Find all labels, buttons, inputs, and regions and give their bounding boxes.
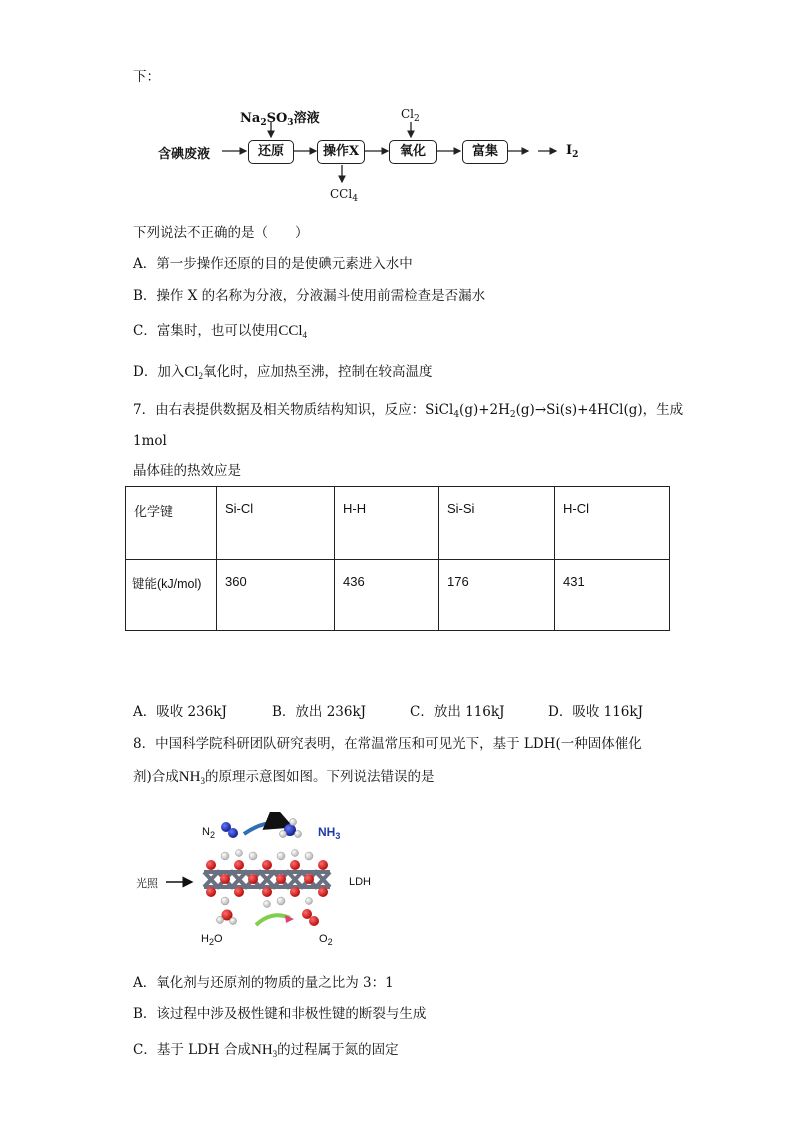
q8-stem-line2-b: 的原理示意图如图。下列说法错误的是: [204, 769, 435, 785]
flow-step-enrich: 富集: [462, 140, 508, 164]
table-cell: H-Cl: [555, 487, 670, 560]
table-cell: 176: [439, 560, 555, 631]
q6-option-d: [133, 363, 433, 381]
bond-energy-table: [125, 486, 670, 631]
q8-option-c-formula: $NH_3$: [250, 1042, 278, 1059]
flow-step-oxidize: 氧化: [389, 140, 437, 164]
table-row: [126, 487, 670, 560]
q8-option-c-text: C．基于 LDH 合成: [133, 1042, 251, 1058]
q6-option-a: A．第一步操作还原的目的是使碘元素进入水中: [133, 256, 413, 272]
fig-label-h2o: $H_2O$: [201, 933, 223, 947]
table-cell: Si-Cl: [217, 487, 335, 560]
table-row: [126, 560, 670, 631]
ldh-figure: [130, 812, 390, 954]
flow-reagent-na2so3: $Na_2SO_3$溶液: [240, 111, 320, 128]
flow-input: 含碘废液: [158, 147, 211, 162]
q7-option-d: D．吸收 116kJ: [548, 704, 643, 720]
flow-reagent-cl2: $Cl_2$: [401, 107, 420, 124]
fig-label-nh3: $NH_3$: [318, 825, 341, 841]
q7-stem-line3: 晶体硅的热效应是: [133, 463, 241, 479]
q6-option-b: B．操作 X 的名称为分液，分液漏斗使用前需检查是否漏水: [133, 288, 486, 304]
q6-stem: 下列说法不正确的是（ ）: [133, 225, 309, 241]
q8-stem-line1: 8．中国科学院科研团队研究表明，在常温常压和可见光下，基于 LDH(一种固体催化: [133, 736, 642, 752]
q8-option-a: A．氧化剂与还原剂的物质的量之比为 3：1: [133, 975, 394, 991]
table-cell: H-H: [335, 487, 439, 560]
q7-stem-line1: 7．由右表提供数据及相关物质结构知识，反应：$SiCl_4(g)+2H_2(g)\to Si(s)+4HCl(g)$，生成: [133, 402, 684, 420]
q6-option-c-text: C．富集时，也可以使用: [133, 323, 279, 339]
table-cell: 键能(kJ/mol): [126, 560, 217, 631]
flow-step-operation-x: 操作X: [317, 140, 365, 164]
q8-option-c: [133, 1041, 399, 1059]
q6-option-d-formula: $Cl_2$: [184, 364, 204, 381]
flow-arrows: [0, 0, 794, 230]
q8-option-c-tail: 的过程属于氮的固定: [277, 1042, 399, 1058]
q6-option-c: [133, 322, 307, 340]
q6-option-c-formula: CCl$_4$: [278, 323, 308, 340]
table-cell: 431: [555, 560, 670, 631]
q7-option-b: B．放出 236kJ: [272, 704, 367, 720]
q7-option-a: A．吸收 236kJ: [133, 704, 227, 720]
q7-stem-line2: 1mol: [133, 433, 167, 449]
q8-option-b: B．该过程中涉及极性键和非极性键的断裂与生成: [133, 1006, 427, 1022]
q8-stem-line2-a: 剂)合成: [133, 769, 179, 785]
q6-option-d-text: D．加入: [133, 364, 185, 380]
q8-nh3-formula: $NH_3$: [178, 769, 205, 786]
table-cell: Si-Si: [439, 487, 555, 560]
flow-output-i2: $I_2$: [566, 143, 579, 160]
table-cell: 化学键: [126, 487, 217, 560]
table-cell: 436: [335, 560, 439, 631]
fig-label-o2: $O_2$: [319, 933, 333, 947]
q7-option-c: C．放出 116kJ: [410, 704, 505, 720]
q6-option-d-tail: 氧化时，应加热至沸，控制在较高温度: [203, 364, 433, 380]
fig-label-light: 光照: [136, 877, 158, 890]
flow-step-reduce: 还原: [248, 140, 294, 164]
fig-label-ldh: LDH: [349, 876, 372, 888]
fig-label-n2: $N_2$: [202, 826, 215, 840]
q8-stem-line2: [133, 768, 434, 786]
table-cell: 360: [217, 560, 335, 631]
intro-tail: 下：: [133, 69, 160, 85]
flow-ccl4-out: CCl$_4$: [330, 187, 358, 204]
